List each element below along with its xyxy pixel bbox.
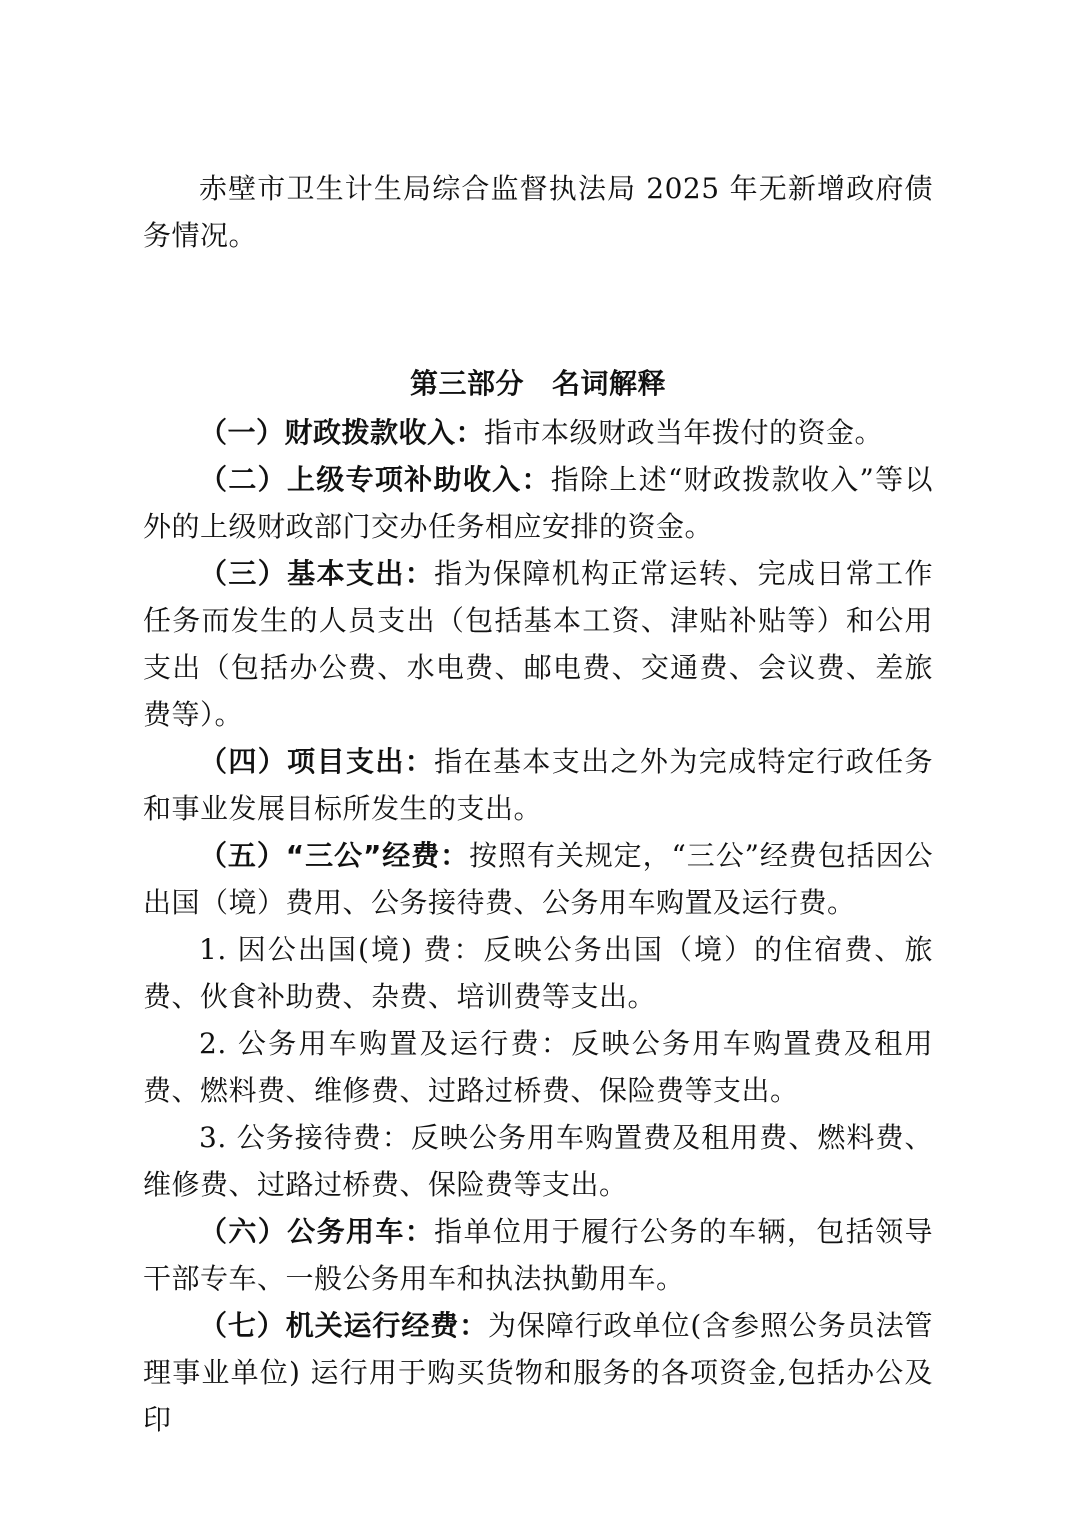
definition-text: 指除上述“财政拨款收入”等以外的上级财政部门交办任务相应安排的资金。 [143, 463, 933, 543]
definition-term: （一）财政拨款收入： [199, 416, 485, 449]
definition-text: 指单位用于履行公务的车辆，包括领导干部专车、一般公务用车和执法执勤用车。 [143, 1215, 933, 1295]
definition-text: 指在基本支出之外为完成特定行政任务和事业发展目标所发生的支出。 [143, 745, 933, 825]
definition-term: （三）基本支出： [199, 557, 435, 590]
section-heading [143, 359, 933, 409]
document-page [143, 165, 933, 1443]
definition-term: （六）公务用车： [199, 1215, 435, 1248]
definition-item [143, 832, 933, 926]
definition-term: （七）机关运行经费： [199, 1309, 489, 1342]
definition-item [143, 456, 933, 550]
definition-item [143, 550, 933, 738]
definition-text: 指市本级财政当年拨付的资金。 [484, 416, 884, 449]
definition-term: （四）项目支出： [199, 745, 435, 778]
section-title: 名词解释 [552, 367, 667, 400]
definition-item [143, 409, 933, 456]
definition-text: 为保障行政单位(含参照公务员法管理事业单位) 运行用于购买货物和服务的各项资金,包括办公及印 [143, 1309, 933, 1436]
definition-item [143, 1302, 933, 1443]
sub-definition: 3. 公务接待费：反映公务用车购置费及租用费、燃料费、维修费、过路过桥费、保险费等支出。 [143, 1121, 933, 1201]
definition-term: （二）上级专项补助收入： [199, 463, 551, 496]
definition-text: 按照有关规定，“三公”经费包括因公出国（境）费用、公务接待费、公务用车购置及运行费。 [143, 839, 933, 919]
definition-text: 指为保障机构正常运转、完成日常工作任务而发生的人员支出（包括基本工资、津贴补贴等）和公用支出（包括办公费、水电费、邮电费、交通费、会议费、差旅费等）。 [143, 557, 933, 731]
sub-definition: 1. 因公出国(境) 费：反映公务出国（境）的住宿费、旅费、伙食补助费、杂费、培训费等支出。 [143, 933, 933, 1013]
section-part: 第三部分 [409, 367, 524, 400]
sub-definition: 2. 公务用车购置及运行费：反映公务用车购置费及租用费、燃料费、维修费、过路过桥费、保险费等支出。 [143, 1027, 933, 1107]
definition-item [143, 738, 933, 832]
definition-term: （五）“三公”经费： [199, 839, 470, 872]
definition-item [143, 1208, 933, 1302]
debt-statement: 赤壁市卫生计生局综合监督执法局 2025 年无新增政府债务情况。 [143, 172, 933, 252]
